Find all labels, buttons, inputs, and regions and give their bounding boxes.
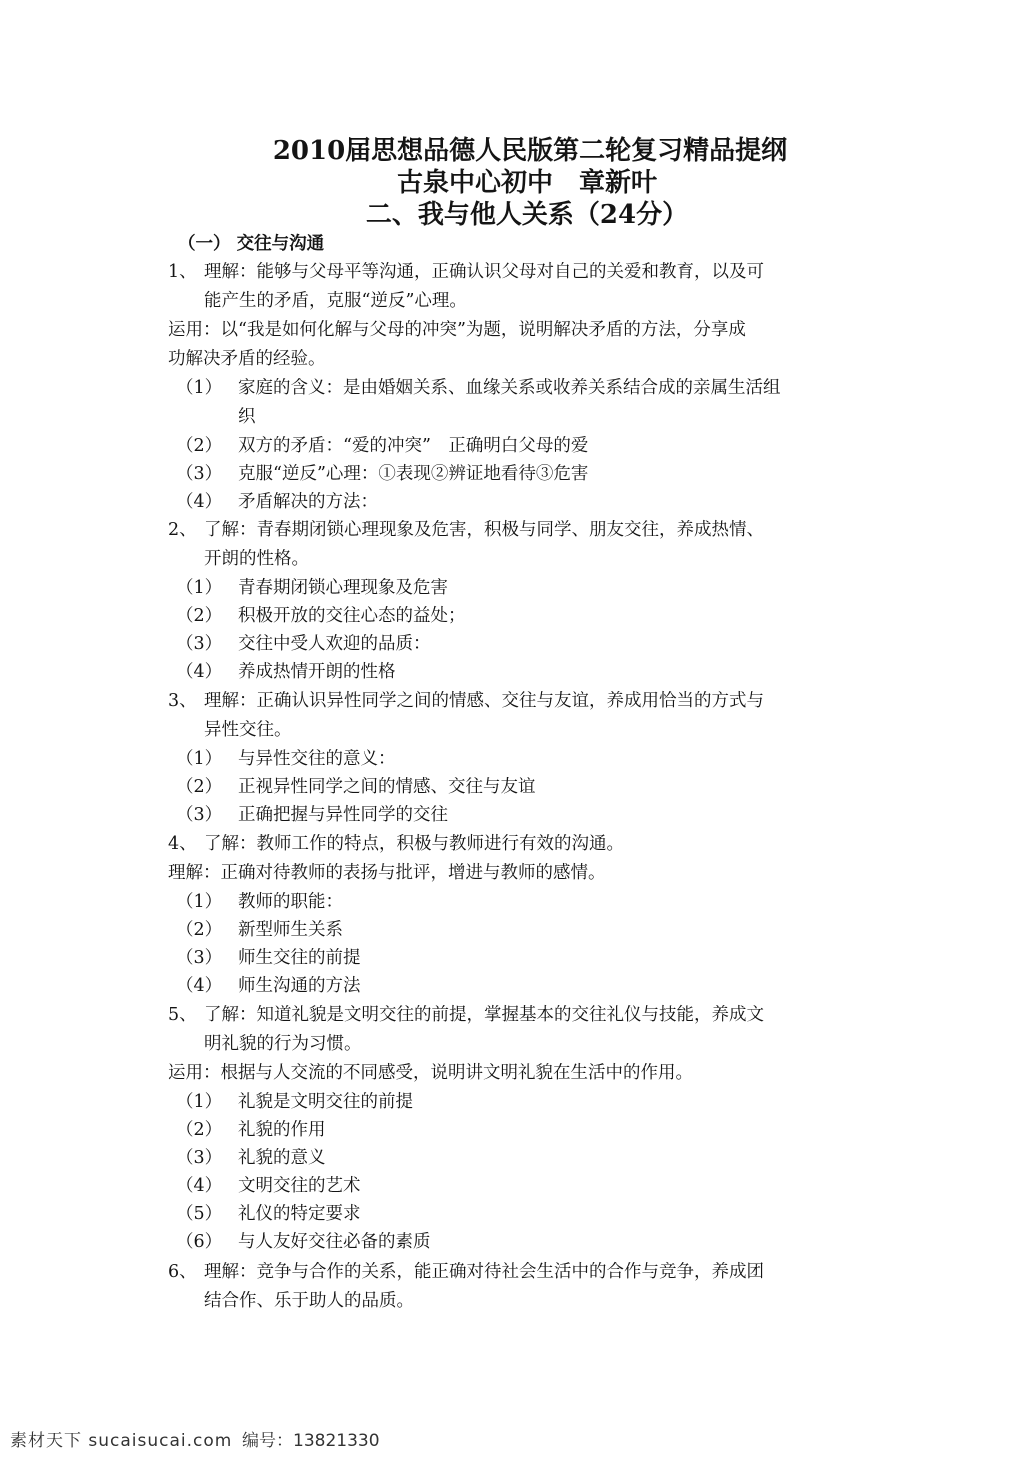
item-1 (168, 258, 764, 283)
item-number: 1、 (168, 262, 197, 282)
sub-item: （1） 家庭的含义：是由婚姻关系、血缘关系或收养关系结合成的亲属生活组 (176, 378, 781, 398)
title-block (0, 136, 1024, 232)
sub-item: （3） 克服“逆反”心理：①表现②辨证地看待③危害 (176, 464, 589, 484)
usage-paragraph-continued: 功解决矛盾的经验。 (168, 349, 326, 369)
item-2 (168, 516, 764, 541)
sub-item: （5） 礼仪的特定要求 (176, 1204, 361, 1224)
doc-author: 古泉中心初中 章新叶 (396, 168, 657, 198)
usage-paragraph: 运用：根据与人交流的不同感受，说明讲文明礼貌在生活中的作用。 (168, 1063, 693, 1083)
item-text: 理解：正确认识异性同学之间的情感、交往与友谊，养成用恰当的方式与 (204, 691, 764, 711)
section-heading: （一） 交往与沟通 (178, 234, 325, 254)
sub-item: （3） 正确把握与异性同学的交往 (176, 805, 448, 825)
sub-item: （3） 礼貌的意义 (176, 1148, 326, 1168)
doc-chapter-title: 二、我与他人关系（24分） (365, 200, 689, 230)
sub-item: （4） 师生沟通的方法 (176, 976, 361, 996)
usage-paragraph: 运用：以“我是如何化解与父母的冲突”为题，说明解决矛盾的方法，分享成 (168, 320, 746, 340)
understand-paragraph: 理解：正确对待教师的表扬与批评，增进与教师的感情。 (168, 863, 606, 883)
item-1-continued: 能产生的矛盾，克服“逆反”心理。 (204, 291, 467, 311)
sub-item-continued: 织 (238, 407, 256, 427)
sub-item: （3） 师生交往的前提 (176, 948, 361, 968)
watermark-site: 素材天下 sucaisucai.com (10, 1431, 233, 1451)
item-number: 3、 (168, 691, 197, 711)
sub-item: （4） 文明交往的艺术 (176, 1176, 361, 1196)
sub-item: （2） 新型师生关系 (176, 920, 343, 940)
item-text: 了解：青春期闭锁心理现象及危害，积极与同学、朋友交往，养成热情、 (204, 520, 764, 540)
watermark-bar (0, 1420, 1024, 1462)
item-text: 了解：教师工作的特点，积极与教师进行有效的沟通。 (204, 834, 624, 854)
sub-item: （1） 与异性交往的意义： (176, 749, 396, 769)
item-5-continued: 明礼貌的行为习惯。 (204, 1034, 362, 1054)
sub-item: （2） 双方的矛盾：“爱的冲突” 正确明白父母的爱 (176, 436, 589, 456)
item-number: 6、 (168, 1262, 197, 1282)
doc-title: 2010届思想品德人民版第二轮复习精品提纲 (272, 136, 788, 166)
sub-item: （6） 与人友好交往必备的素质 (176, 1232, 431, 1252)
item-text: 了解：知道礼貌是文明交往的前提，掌握基本的交往礼仪与技能，养成文 (204, 1005, 764, 1025)
sub-item: （4） 矛盾解决的方法： (176, 492, 378, 512)
sub-item: （2） 礼貌的作用 (176, 1120, 326, 1140)
item-6-continued: 结合作、乐于助人的品质。 (204, 1291, 414, 1311)
item-number: 2、 (168, 520, 197, 540)
sub-item: （2） 积极开放的交往心态的益处； (176, 606, 466, 626)
sub-item: （1） 礼貌是文明交往的前提 (176, 1092, 413, 1112)
item-number: 4、 (168, 834, 197, 854)
sub-item: （1） 教师的职能： (176, 892, 343, 912)
sub-item: （3） 交往中受人欢迎的品质： (176, 634, 431, 654)
sub-item: （4） 养成热情开朗的性格 (176, 662, 396, 682)
item-number: 5、 (168, 1005, 197, 1025)
item-3-continued: 异性交往。 (204, 720, 292, 740)
item-text: 理解：竞争与合作的关系，能正确对待社会生活中的合作与竞争，养成团 (204, 1262, 764, 1282)
item-5 (168, 1001, 764, 1026)
item-2-continued: 开朗的性格。 (204, 549, 309, 569)
item-3 (168, 687, 764, 712)
item-text: 理解：能够与父母平等沟通，正确认识父母对自己的关爱和教育，以及可 (204, 262, 764, 282)
sub-item: （2） 正视异性同学之间的情感、交往与友谊 (176, 777, 536, 797)
watermark-id: 编号：13821330 (242, 1431, 380, 1451)
sub-item: （1） 青春期闭锁心理现象及危害 (176, 578, 448, 598)
item-4 (168, 830, 624, 855)
item-6 (168, 1258, 764, 1283)
